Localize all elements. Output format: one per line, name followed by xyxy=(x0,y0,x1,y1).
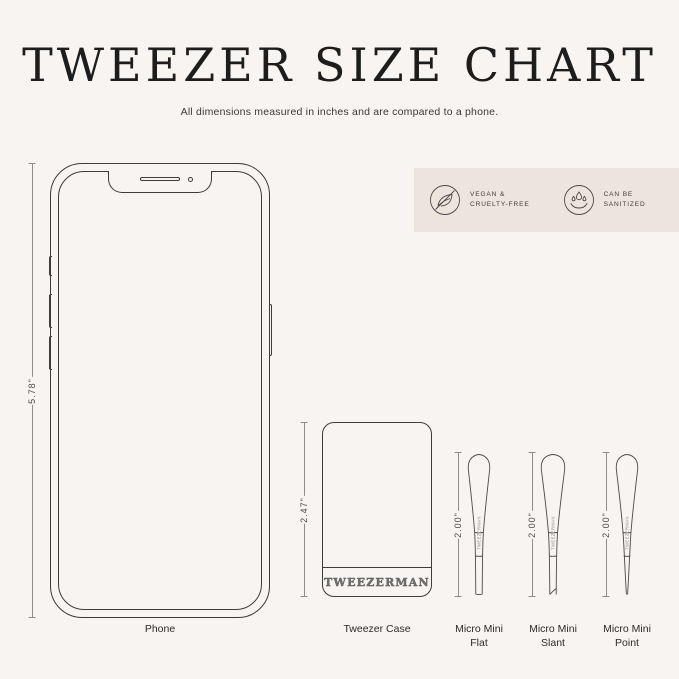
caption-slant-line1: Micro Mini xyxy=(529,623,577,635)
caption-flat-line1: Micro Mini xyxy=(455,623,503,635)
caption-point-line1: Micro Mini xyxy=(603,623,651,635)
dimension-phone-height xyxy=(22,163,42,618)
caption-tweezer-case xyxy=(307,622,447,636)
phone-camera-icon xyxy=(188,177,193,182)
micro-mini-slant-illustration xyxy=(530,452,576,597)
leaf-crossed-out-icon xyxy=(428,183,462,217)
caption-micro-mini-point xyxy=(582,622,672,650)
caption-case-line1: Tweezer Case xyxy=(343,623,411,635)
phone-volume-down-button xyxy=(49,336,52,370)
badge-can-be-sanitized xyxy=(562,183,646,217)
page-title: TWEEZER SIZE CHART xyxy=(22,38,657,92)
micro-mini-slant-brand: TWEEZERMAN xyxy=(550,516,556,551)
dimension-flat-label: 2.00" xyxy=(450,511,466,539)
phone-screen xyxy=(58,171,262,610)
tweezer-case-illustration xyxy=(322,422,432,597)
caption-slant-line2: Slant xyxy=(541,637,565,650)
phone-speaker-icon xyxy=(140,177,180,181)
dimension-cap-bottom xyxy=(29,617,36,618)
caption-flat-line2: Flat xyxy=(470,637,488,650)
micro-mini-point-brand: TWEEZERMAN xyxy=(624,516,630,551)
badge-sanitized-line1: CAN BE xyxy=(603,190,634,198)
phone-illustration xyxy=(50,163,270,618)
hand-with-droplets-icon xyxy=(562,183,596,217)
micro-mini-flat-illustration xyxy=(456,452,502,597)
dimension-case-label: 2.47" xyxy=(296,496,312,524)
phone-volume-up-button xyxy=(49,294,52,328)
caption-point-line2: Point xyxy=(615,637,639,650)
badge-vegan-label xyxy=(470,190,530,210)
tweezer-case-body xyxy=(322,422,432,597)
phone-power-button xyxy=(269,304,272,356)
dimension-phone-label: 5.78" xyxy=(24,377,40,405)
phone-body xyxy=(50,163,270,618)
dimension-cap-bottom xyxy=(301,596,308,597)
phone-mute-switch xyxy=(49,256,52,276)
caption-phone xyxy=(90,622,230,636)
dimension-cap-top xyxy=(29,163,36,164)
micro-mini-flat-brand: TWEEZERMAN xyxy=(476,516,482,551)
page-subtitle: All dimensions measured in inches and are compared to a phone. xyxy=(180,106,499,118)
badge-sanitized-label xyxy=(604,190,646,210)
dimension-case-height xyxy=(294,422,314,597)
tweezer-case-logo: TWEEZERMAN xyxy=(324,576,430,589)
badge-vegan-cruelty-free xyxy=(428,183,530,217)
badge-vegan-line1: VEGAN & xyxy=(470,190,506,198)
caption-phone-line1: Phone xyxy=(144,623,176,635)
dimension-point-label: 2.00" xyxy=(598,511,614,539)
dimension-cap-top xyxy=(301,422,308,423)
badge-vegan-line2: CRUELTY-FREE xyxy=(470,201,530,208)
micro-mini-point-illustration xyxy=(604,452,650,597)
badge-panel xyxy=(414,168,679,232)
tweezer-case-seam xyxy=(323,567,431,568)
badge-sanitized-line2: SANITIZED xyxy=(603,201,646,208)
dimension-slant-label: 2.00" xyxy=(524,511,540,539)
phone-notch xyxy=(108,171,212,193)
